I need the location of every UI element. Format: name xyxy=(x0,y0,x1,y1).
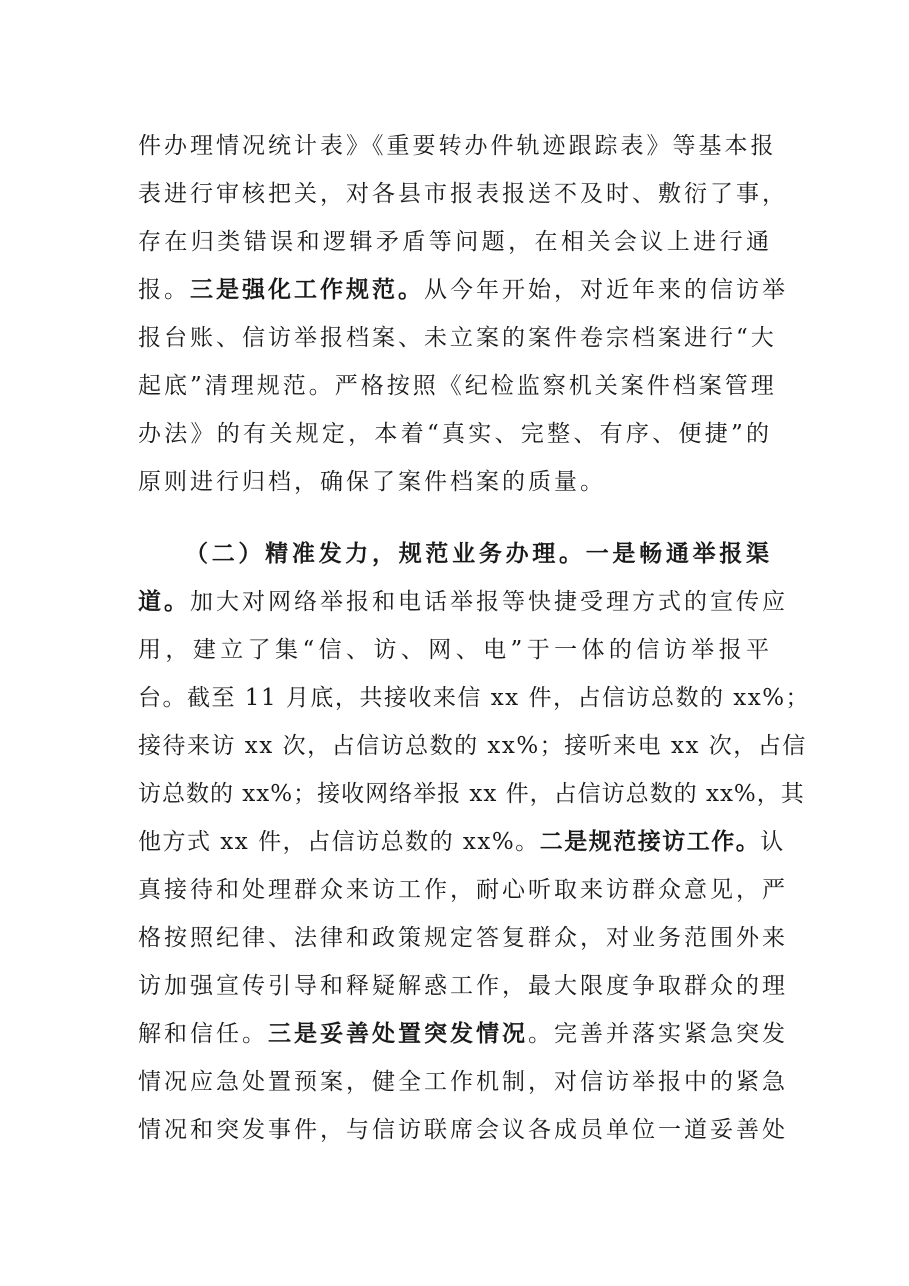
bold-heading-run: 三是强化工作规范。 xyxy=(190,276,424,303)
text-run: 认 xyxy=(760,829,785,855)
text-run: 报。 xyxy=(138,277,190,303)
text-run: 加大对网络举报和电话举报等快捷受理方式的宣传应 xyxy=(190,589,788,615)
bold-heading-run: 二是规范接访工作。 xyxy=(539,828,761,855)
text-run: 他方式 xx 件，占信访总数的 xx%。 xyxy=(138,829,540,855)
text-line: 用，建立了集“信、访、网、电”于一体的信访举报平 xyxy=(138,637,772,663)
bold-heading-run: 道。 xyxy=(138,588,190,615)
text-line: 台。截至 11 月底，共接收来信 xx 件，占信访总数的 xx%； xyxy=(138,685,811,711)
bold-heading-run: 三是妥善处置突发情况 xyxy=(268,1020,528,1047)
text-line: 办法》的有关规定，本着“真实、完整、有序、便捷”的 xyxy=(138,421,772,447)
text-line: 件办理情况统计表》《重要转办件轨迹跟踪表》等基本报 xyxy=(138,133,777,159)
paragraph-business-handling xyxy=(138,530,811,1154)
text-line xyxy=(138,266,788,314)
text-run: 从今年开始，对近年来的信访举 xyxy=(424,277,788,303)
text-line: 访加强宣传引导和释疑解惑工作，最大限度争取群众的理 xyxy=(138,973,788,999)
text-line: 格按照纪律、法律和政策规定答复群众，对业务范围外来 xyxy=(138,925,788,951)
text-line: 起底”清理规范。严格按照《纪检监察机关案件档案管理 xyxy=(138,373,777,399)
text-line: 访总数的 xx%；接收网络举报 xx 件，占信访总数的 xx%，其 xyxy=(138,781,805,807)
text-line xyxy=(138,818,785,866)
text-line xyxy=(138,1010,788,1058)
text-run: 。完善并落实紧急突发 xyxy=(528,1021,788,1047)
text-line xyxy=(138,578,788,626)
text-run: 解和信任。 xyxy=(138,1021,268,1047)
text-line: 报台账、信访举报档案、未立案的案件卷宗档案进行“大 xyxy=(138,325,777,351)
text-line: 情况应急处置预案，健全工作机制，对信访举报中的紧急 xyxy=(138,1069,788,1095)
text-line: 原则进行归档，确保了案件档案的质量。 xyxy=(138,469,606,495)
text-line: 接待来访 xx 次，占信访总数的 xx%；接听来电 xx 次，占信 xyxy=(138,733,807,759)
section-heading-line: （二）精准发力，规范业务办理。一是畅通举报渠 xyxy=(185,540,772,567)
paragraph-archive-management xyxy=(138,122,788,506)
document-page xyxy=(138,122,811,1154)
text-line: 真接待和处理群众来访工作，耐心听取来访群众意见，严 xyxy=(138,877,788,903)
text-line: 表进行审核把关，对各县市报表报送不及时、敷衍了事， xyxy=(138,181,788,207)
text-line: 存在归类错误和逻辑矛盾等问题，在相关会议上进行通 xyxy=(138,229,772,255)
text-line: 情况和突发事件，与信访联席会议各成员单位一道妥善处 xyxy=(138,1117,788,1143)
